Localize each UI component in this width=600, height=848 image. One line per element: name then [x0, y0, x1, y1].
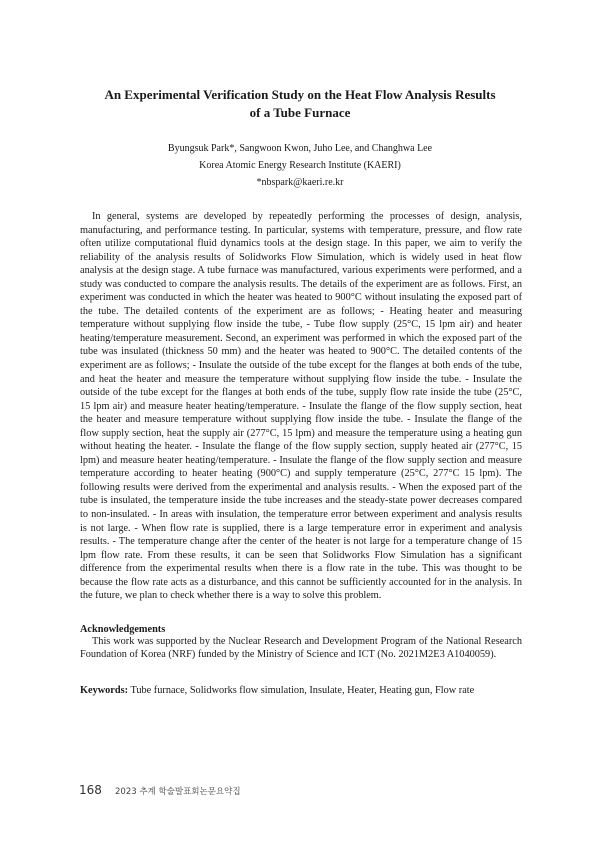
page-footer: [79, 779, 241, 798]
keywords-label: Keywords:: [80, 685, 129, 696]
corresponding-email: *nbspark@kaeri.re.kr: [256, 177, 344, 188]
acknowledgements-body: This work was supported by the Nuclear Research and Development Program of the National Research Foundation of Korea (NRF) funded by the Ministry of Science and ICT (No. 2021M2E3 A1040059).: [80, 636, 522, 661]
keywords-list: Tube furnace, Solidworks flow simulation, Insulate, Heater, Heating gun, Flow rate: [130, 685, 475, 696]
paper-title-line-1: An Experimental Verification Study on the Heat Flow Analysis Results: [104, 87, 496, 102]
acknowledgements-heading: Acknowledgements: [80, 624, 166, 635]
page-number: 168: [79, 783, 102, 797]
abstract-body: In general, systems are developed by repeatedly performing the processes of design, analysis, manufacturing, and performance testing. In particular, systems with temperature, pressure, and flow rate often utilize computational fluid dynamics tools at the design stage. In this paper, we aim to verify the reliability of the analysis results of Solidworks Flow Simulation, which is widely used in heat flow analysis at the design stage. A tube furnace was manufactured, various experiments were performed, and a study was conducted to compare the analysis results. The details of the experiment are as follows. First, an experiment was conducted in which the heater was heated to 900°C without insulating the exposed part of the tube. The detailed contents of the experiment are as follows; - Heating heater and measuring temperature without supplying flow inside the tube, - Tube flow supply (25°C, 15 lpm air) and heater heating/temperature measurement. Second, an experiment was performed in which the exposed part of the tube was insulated (thickness 50 mm) and the heater was heated to 900°C. The detailed contents of the experiment are as follows; - Insulate the outside of the tube except for the flanges at both ends of the tube, and heat the heater and measure the temperature without supplying flow inside the tube. - Insulate the outside of the tube except for the flanges at both ends of the tube, supply flow rate inside the tube (25°C, 15 lpm air) and measure heater heating/temperature. - Insulate the flange of the flow supply section, heat the heater and measure temperature without supplying flow inside the tube. - Insulate the flange of the flow supply section, heat the supply air (277°C, 15 lpm) and measure the temperature using a heating gun without heating the heater. - Insulate the flange of the flow supply section, supply heated air (277°C, 15 lpm) and measure heater heating/temperature. - Insulate the flange of the flow supply section and measure temperature according to heater heating (900°C) and supply temperature (25°C, 277°C 15 lpm). The following results were derived from the experimental and analysis results. - When the exposed part of the tube is insulated, the temperature inside the tube increases and the steady-state power decreases compared to non-insulated. - In areas with insulation, the temperature error between experiment and analysis results is not large. - When flow rate is supplied, there is a large temperature error in experiment and analysis results. - The temperature change after the center of the heater is not large for a temperature change of 15 lpm flow rate. From these results, it can be seen that Solidworks Flow Simulation has a significant difference from the experimental results when there is a flow rate in the tube. This was thought to be because the flow rate acts as a disturbance, and this cannot be sufficiently accounted for in the analysis. In the future, we plan to check whether there is a way to solve this problem.: [80, 211, 522, 602]
keywords-line: [80, 684, 522, 697]
paper-title: [60, 86, 540, 122]
author-list: Byungsuk Park*, Sangwoon Kwon, Juho Lee, and Changhwa Lee: [167, 143, 433, 154]
proceedings-name: 2023 추계 학술발표회논문요약집: [115, 787, 241, 797]
affiliation: Korea Atomic Energy Research Institute (KAERI): [199, 160, 401, 171]
paper-title-line-2: of a Tube Furnace: [249, 105, 351, 120]
